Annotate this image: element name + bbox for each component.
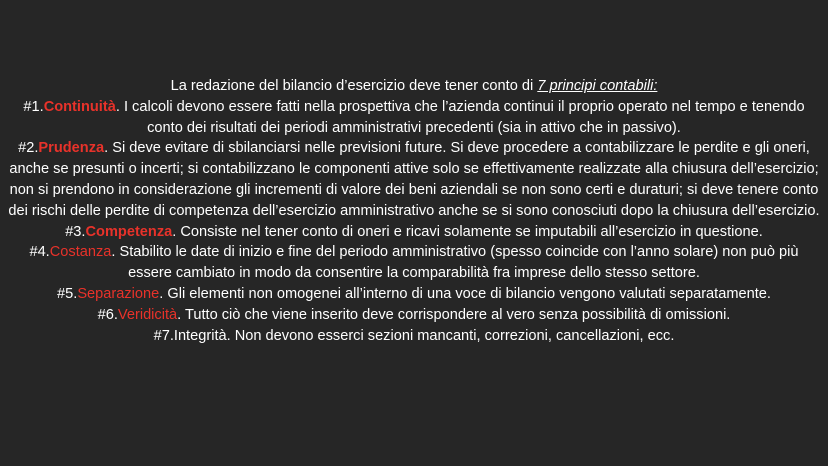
- principle-item: [8, 138, 820, 221]
- principle-name: Veridicità: [117, 306, 178, 323]
- intro-emphasis: 7 principi contabili:: [537, 78, 658, 94]
- principle-name: Competenza: [85, 223, 173, 240]
- slide-text-block: [8, 76, 820, 346]
- principle-body: . Tutto ciò che viene inserito deve corrispondere al vero senza possibilità di omissioni.: [177, 306, 731, 323]
- principle-number: #4.: [29, 244, 50, 261]
- principle-number: #3.: [65, 223, 86, 240]
- principle-body: . I calcoli devono essere fatti nella prospettiva che l’azienda continui il proprio operato nel tempo e tenendo conto dei risultati dei periodi amministrativi precedenti (sia in attivo che in passivo).: [115, 98, 805, 136]
- principle-body: . Si deve evitare di sbilanciarsi nelle previsioni future. Si deve procedere a contabilizzare le perdite e gli oneri, anche se presunti o incerti; si contabilizzano le componenti attive solo se effettivamente realizzate alla chiusura dell’esercizio; non si prendono in considerazione gli incrementi di valore dei beni aziendali se non sono certi e duraturi; si deve tenere conto dei rischi delle perdite di competenza dell’esercizio amministrativo anche se si sono conosciuti dopo la chiusura dell’esercizio.: [8, 140, 820, 219]
- principle-name: Integrità: [173, 327, 227, 344]
- principle-name: Costanza: [49, 244, 112, 261]
- principle-body: . Gli elementi non omogenei all’interno di una voce di bilancio vengono valutati separatamente.: [159, 285, 771, 302]
- principle-item: [8, 326, 820, 347]
- principle-number: #2.: [18, 140, 39, 157]
- principle-body: . Non devono esserci sezioni mancanti, correzioni, cancellazioni, ecc.: [226, 327, 675, 344]
- principle-item: [8, 242, 820, 284]
- principle-body: . Consiste nel tener conto di oneri e ricavi solamente se imputabili all’esercizio in questione.: [172, 223, 763, 240]
- principle-number: #5.: [57, 285, 78, 302]
- principle-name: Continuità: [43, 98, 116, 115]
- principle-number: #6.: [97, 306, 118, 323]
- intro-line: [8, 76, 820, 97]
- principle-item: [8, 222, 820, 243]
- principle-name: Separazione: [77, 285, 160, 302]
- principle-item: [8, 97, 820, 139]
- principle-item: [8, 305, 820, 326]
- principle-number: #7.: [153, 327, 174, 344]
- principle-body: . Stabilito le date di inizio e fine del periodo amministrativo (spesso coincide con l’anno solare) non può più essere cambiato in modo da consentire la comparabilità fra imprese dello stesso settore.: [111, 244, 799, 282]
- principle-number: #1.: [23, 98, 44, 115]
- principle-name: Prudenza: [38, 140, 105, 157]
- intro-lead: La redazione del bilancio d’esercizio deve tener conto di: [170, 78, 538, 94]
- principle-item: [8, 284, 820, 305]
